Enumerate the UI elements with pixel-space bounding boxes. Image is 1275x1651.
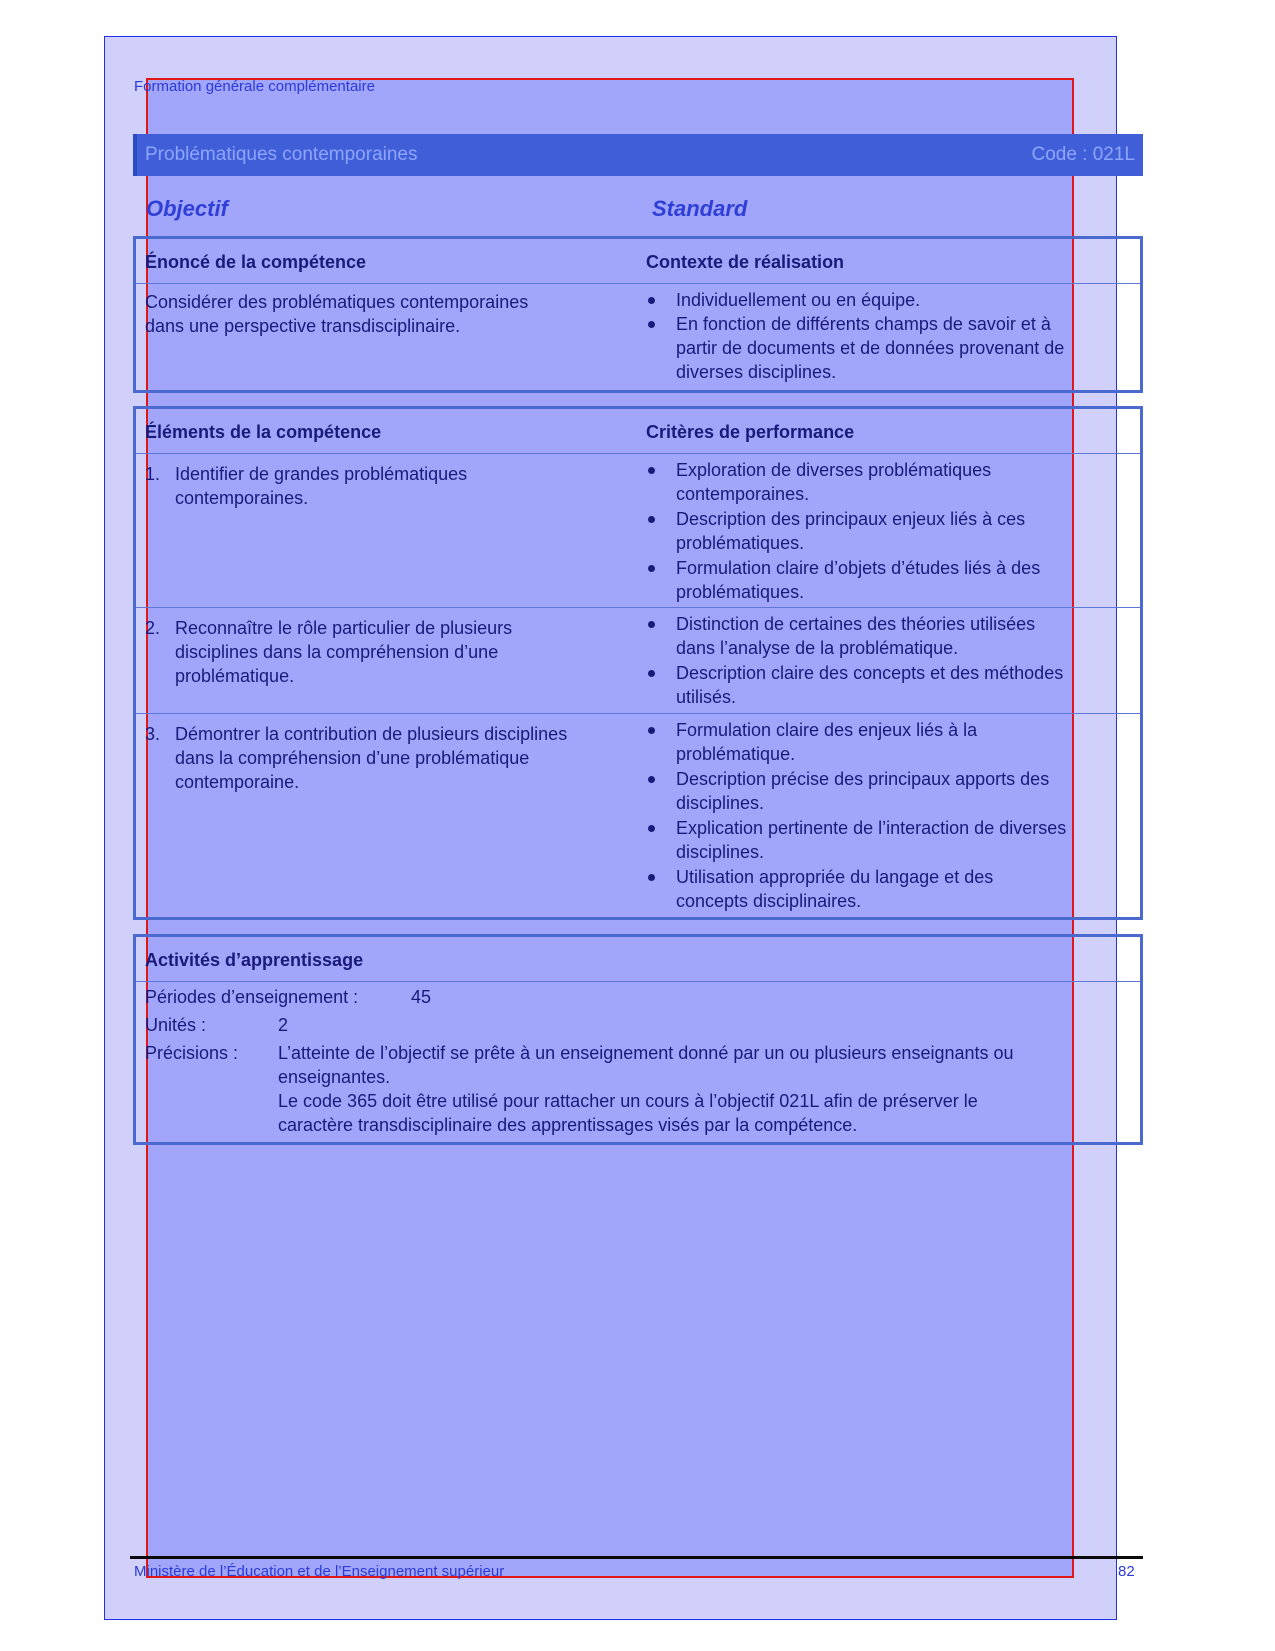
criterion-line: disciplines. xyxy=(676,793,765,813)
units-value: 2 xyxy=(278,1015,289,1035)
criterion-line: problématique. xyxy=(676,744,796,764)
element-line: contemporaine. xyxy=(175,772,300,792)
element-line: disciplines dans la compréhension d’une xyxy=(175,642,499,662)
bullet-icon xyxy=(648,516,655,523)
element-line: Reconnaître le rôle particulier de plusieurs xyxy=(175,618,513,638)
criterion-line: disciplines. xyxy=(676,842,765,862)
element-number: 3. xyxy=(145,724,161,744)
standard-label: Standard xyxy=(652,196,748,221)
criterion-line: Description précise des principaux apports des xyxy=(676,769,1050,789)
criterion-line: problématiques. xyxy=(676,533,805,553)
bullet-icon xyxy=(648,565,655,572)
element-line: contemporaines. xyxy=(175,488,309,508)
context-item: Individuellement ou en équipe. xyxy=(676,290,921,310)
precisions-line: Le code 365 doit être utilisé pour rattacher un cours à l’objectif 021L afin de préserver le xyxy=(278,1091,978,1111)
banner-code: Code : 021L xyxy=(1031,144,1135,165)
element-line: Identifier de grandes problématiques xyxy=(175,464,468,484)
criterion-line: Formulation claire des enjeux liés à la xyxy=(676,720,978,740)
context-item-cont: diverses disciplines. xyxy=(676,362,837,382)
precisions-line: caractère transdisciplinaire des apprentissages visés par la compétence. xyxy=(278,1115,858,1135)
divider xyxy=(136,713,1140,714)
competence-line-1: Considérer des problématiques contemporaines xyxy=(145,292,529,312)
element-line: problématique. xyxy=(175,666,295,686)
divider xyxy=(136,283,1140,284)
divider xyxy=(136,607,1140,608)
objectif-label: Objectif xyxy=(146,196,228,221)
criteria-heading: Critères de performance xyxy=(646,422,855,442)
bullet-icon xyxy=(648,727,655,734)
precisions-line: L’atteinte de l’objectif se prête à un enseignement donné par un ou plusieurs enseignants ou xyxy=(278,1043,1014,1063)
periods-value: 45 xyxy=(411,987,432,1007)
divider xyxy=(136,453,1140,454)
criterion-line: utilisés. xyxy=(676,687,737,707)
page-number: 82 xyxy=(1118,1563,1135,1580)
precisions-line: enseignantes. xyxy=(278,1067,391,1087)
footer-ministry: Ministère de l’Éducation et de l’Enseignement supérieur xyxy=(134,1563,505,1580)
bullet-icon xyxy=(648,874,655,881)
criterion-line: problématiques. xyxy=(676,582,805,602)
criterion-line: Distinction de certaines des théories utilisées xyxy=(676,614,1036,634)
element-line: dans la compréhension d’une problématique xyxy=(175,748,530,768)
context-item-cont: partir de documents et de données provenant de xyxy=(676,338,1065,358)
elements-heading: Éléments de la compétence xyxy=(145,422,382,442)
criterion-line: Formulation claire d’objets d’études liés à des xyxy=(676,558,1041,578)
criterion-line: dans l’analyse de la problématique. xyxy=(676,638,959,658)
criterion-line: Description claire des concepts et des méthodes xyxy=(676,663,1064,683)
footer-rule xyxy=(130,1556,1143,1559)
criterion-line: Exploration de diverses problématiques xyxy=(676,460,992,480)
criterion-line: Utilisation appropriée du langage et des xyxy=(676,867,994,887)
context-item: En fonction de différents champs de savoir et à xyxy=(676,314,1051,334)
criterion-line: Explication pertinente de l’interaction de diverses xyxy=(676,818,1067,838)
bullet-icon xyxy=(648,621,655,628)
periods-label: Périodes d’enseignement : xyxy=(145,987,359,1007)
bullet-icon xyxy=(648,825,655,832)
bullet-icon xyxy=(648,776,655,783)
banner-title: Problématiques contemporaines xyxy=(145,144,418,165)
bullet-icon xyxy=(648,670,655,677)
bullet-icon xyxy=(648,467,655,474)
element-line: Démontrer la contribution de plusieurs disciplines xyxy=(175,724,568,744)
units-label: Unités : xyxy=(145,1015,207,1035)
divider xyxy=(136,981,1140,982)
criterion-line: concepts disciplinaires. xyxy=(676,891,862,911)
competence-line-2: dans une perspective transdisciplinaire. xyxy=(145,316,461,336)
element-number: 1. xyxy=(145,464,161,484)
element-number: 2. xyxy=(145,618,161,638)
bullet-icon xyxy=(648,321,655,328)
context-heading: Contexte de réalisation xyxy=(646,252,845,272)
precisions-label: Précisions : xyxy=(145,1043,239,1063)
criterion-line: Description des principaux enjeux liés à ces xyxy=(676,509,1026,529)
competence-heading: Énoncé de la compétence xyxy=(145,252,367,272)
activities-heading: Activités d’apprentissage xyxy=(145,950,364,970)
criterion-line: contemporaines. xyxy=(676,484,810,504)
section-header: Formation générale complémentaire xyxy=(134,78,375,95)
bullet-icon xyxy=(648,297,655,304)
